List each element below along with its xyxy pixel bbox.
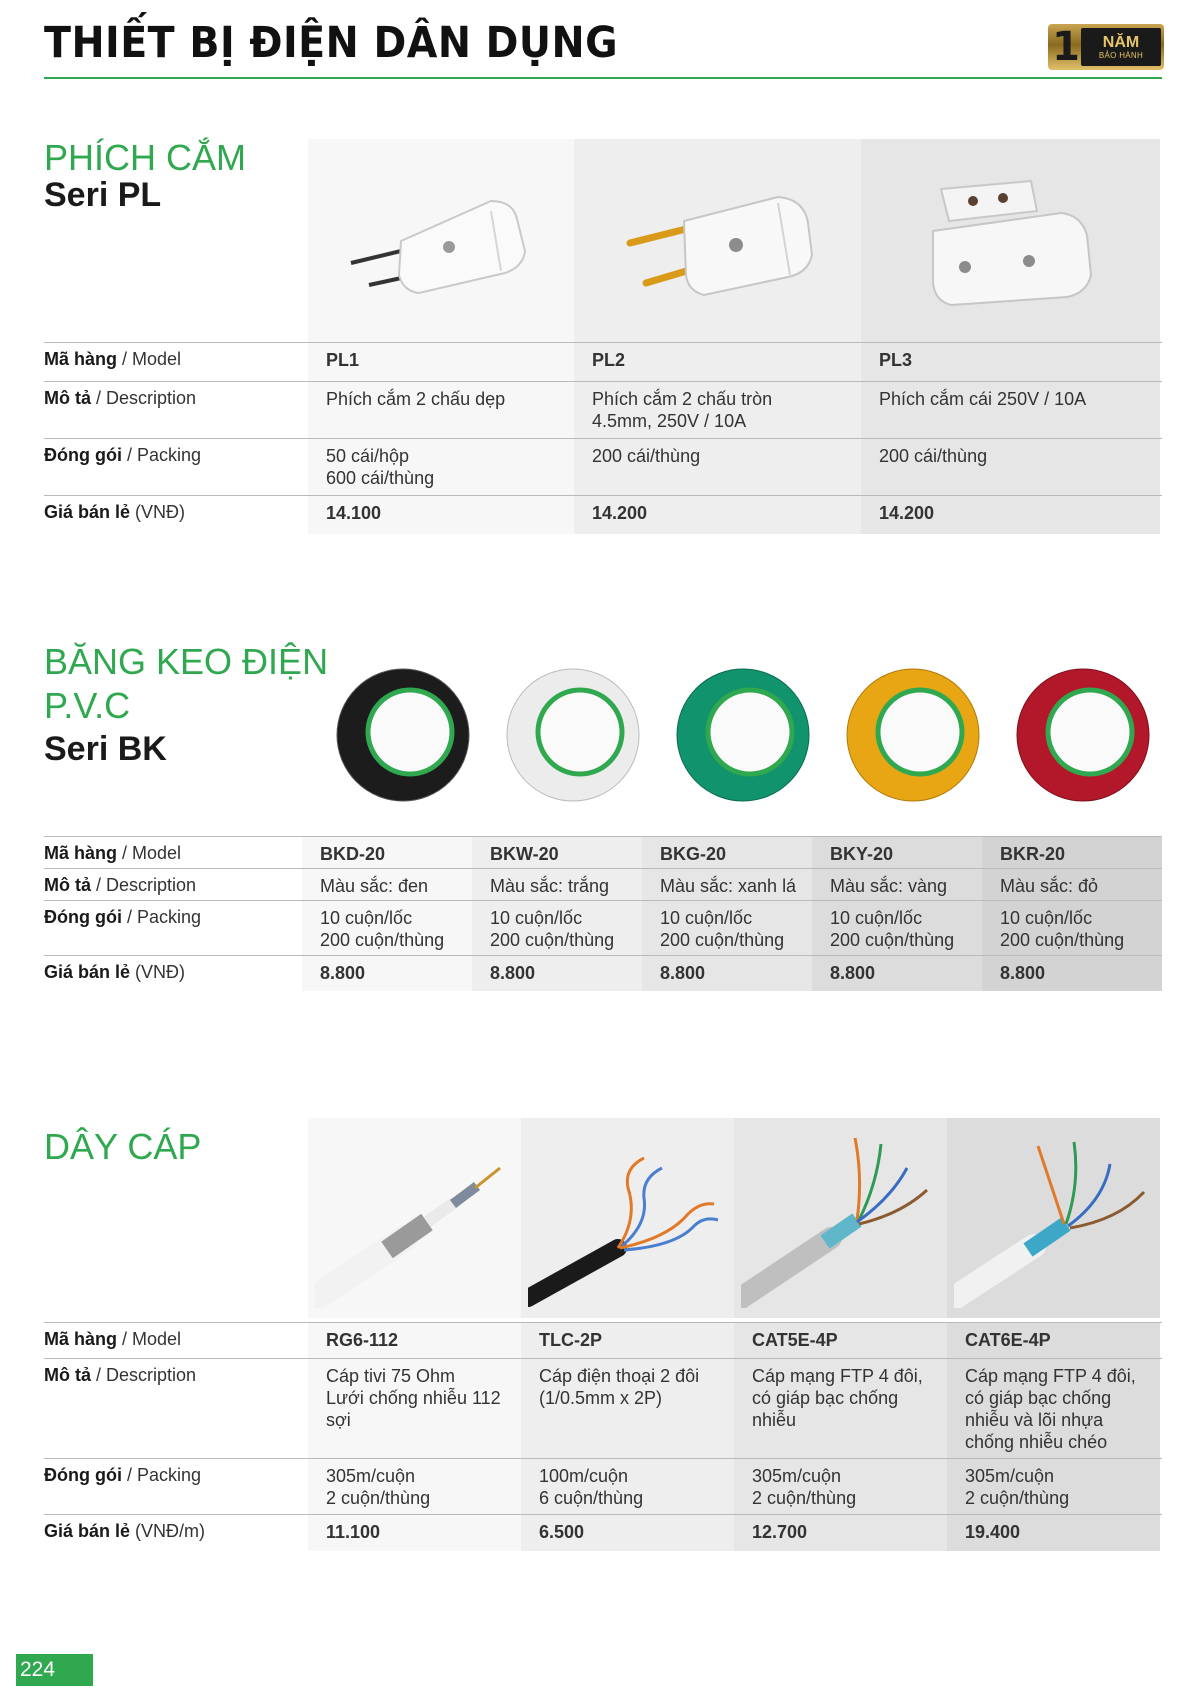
cable-pack-tlc: 100m/cuộn 6 cuộn/thùng <box>521 1459 734 1514</box>
tape-pack-bkd: 10 cuộn/lốc 200 cuộn/thùng <box>302 901 472 955</box>
plug-model-pl3: PL3 <box>861 343 1160 381</box>
plug-pack-row <box>44 438 1162 495</box>
price-label: Giá bán lẻ (VNĐ) <box>44 502 186 522</box>
warranty-badge-text: BẢO HÀNH <box>1098 50 1144 60</box>
page-title: THIẾT BỊ ĐIỆN DÂN DỤNG <box>44 18 619 68</box>
plug-price-pl2: 14.200 <box>574 496 861 534</box>
tape-desc-bkd: Màu sắc: đen <box>302 869 472 900</box>
tape-desc-bkw: Màu sắc: trắng <box>472 869 642 900</box>
description-label: Mô tả / Description <box>44 875 197 895</box>
cable-section-title: DÂY CÁP <box>44 1126 202 1167</box>
tape-price-row <box>44 955 1162 991</box>
tape-desc-row <box>44 868 1162 900</box>
phone-cable-icon <box>528 1128 728 1308</box>
cable-price-rg6: 11.100 <box>308 1515 521 1551</box>
cable-price-row <box>44 1514 1162 1551</box>
plug-price-row <box>44 495 1162 534</box>
tape-image-bkr <box>998 660 1168 810</box>
tape-roll-icon <box>668 660 818 810</box>
plug-pack-pl2: 200 cái/thùng <box>574 439 861 495</box>
plug-image-pl2 <box>574 139 861 343</box>
plug-image-band <box>308 139 1160 343</box>
model-label: Mã hàng / Model <box>44 1329 182 1349</box>
plug-model-pl2: PL2 <box>574 343 861 381</box>
plug-model-row <box>44 342 1162 381</box>
model-label: Mã hàng / Model <box>44 349 182 369</box>
tape-desc-bky: Màu sắc: vàng <box>812 869 982 900</box>
cable-desc-rg6: Cáp tivi 75 Ohm Lưới chống nhiễu 112 sợi <box>308 1359 521 1458</box>
tape-image-bky <box>828 660 998 810</box>
cable-pack-cat6e: 305m/cuộn 2 cuộn/thùng <box>947 1459 1160 1514</box>
cable-spec-table <box>44 1322 1162 1551</box>
coax-cable-icon <box>315 1128 515 1308</box>
plug-spec-table <box>44 342 1162 534</box>
tape-price-bkg: 8.800 <box>642 956 812 991</box>
plug-pack-pl3: 200 cái/thùng <box>861 439 1160 495</box>
plug-image-pl1 <box>308 139 574 343</box>
tape-desc-bkr: Màu sắc: đỏ <box>982 869 1162 900</box>
cable-price-tlc: 6.500 <box>521 1515 734 1551</box>
cable-pack-cat5e: 305m/cuộn 2 cuộn/thùng <box>734 1459 947 1514</box>
cable-model-row <box>44 1322 1162 1358</box>
tape-section-title-line1: BĂNG KEO ĐIỆN <box>44 641 329 682</box>
packing-label: Đóng gói / Packing <box>44 1465 202 1485</box>
cable-image-band <box>308 1118 1160 1318</box>
cable-model-rg6: RG6-112 <box>308 1323 521 1358</box>
tape-price-bkr: 8.800 <box>982 956 1162 991</box>
tape-roll-icon <box>328 660 478 810</box>
flat-plug-icon <box>341 171 541 311</box>
plug-pack-pl1: 50 cái/hộp 600 cái/thùng <box>308 439 574 495</box>
tape-price-bky: 8.800 <box>812 956 982 991</box>
cable-desc-cat6e: Cáp mạng FTP 4 đôi, có giáp bạc chống nhiễu và lõi nhựa chống nhiễu chéo <box>947 1359 1160 1458</box>
cable-pack-rg6: 305m/cuộn 2 cuộn/thùng <box>308 1459 521 1514</box>
warranty-badge-number: 1 <box>1052 24 1080 70</box>
cable-price-cat6e: 19.400 <box>947 1515 1160 1551</box>
tape-series-title: Seri BK <box>44 730 167 768</box>
description-label: Mô tả / Description <box>44 1365 197 1385</box>
plug-desc-pl3: Phích cắm cái 250V / 10A <box>861 382 1160 438</box>
cable-model-cat6e: CAT6E-4P <box>947 1323 1160 1358</box>
tape-price-bkd: 8.800 <box>302 956 472 991</box>
cable-desc-row <box>44 1358 1162 1458</box>
tape-model-bky: BKY-20 <box>812 837 982 868</box>
tape-model-bkr: BKR-20 <box>982 837 1162 868</box>
tape-pack-bkw: 10 cuộn/lốc 200 cuộn/thùng <box>472 901 642 955</box>
page-number: 224 <box>16 1654 93 1686</box>
tape-image-bkg <box>658 660 828 810</box>
tape-pack-bky: 10 cuộn/lốc 200 cuộn/thùng <box>812 901 982 955</box>
warranty-badge-box <box>1081 28 1161 66</box>
tape-model-bkg: BKG-20 <box>642 837 812 868</box>
tape-roll-icon <box>838 660 988 810</box>
cable-image-cat5e <box>734 1118 947 1318</box>
tape-model-bkd: BKD-20 <box>302 837 472 868</box>
header-rule <box>44 77 1162 79</box>
plug-model-pl1: PL1 <box>308 343 574 381</box>
plug-series-title: Seri PL <box>44 176 162 214</box>
tape-model-row <box>44 836 1162 868</box>
tape-section-title-line2: P.V.C <box>44 685 131 726</box>
tape-pack-bkg: 10 cuộn/lốc 200 cuộn/thùng <box>642 901 812 955</box>
female-plug-icon <box>911 171 1111 311</box>
network-cable-icon <box>741 1128 941 1308</box>
cable-model-tlc: TLC-2P <box>521 1323 734 1358</box>
packing-label: Đóng gói / Packing <box>44 445 202 465</box>
cable-image-rg6 <box>308 1118 521 1318</box>
plug-desc-row <box>44 381 1162 438</box>
tape-pack-bkr: 10 cuộn/lốc 200 cuộn/thùng <box>982 901 1162 955</box>
plug-desc-pl1: Phích cắm 2 chấu dẹp <box>308 382 574 438</box>
tape-spec-table <box>44 836 1162 991</box>
plug-price-pl3: 14.200 <box>861 496 1160 534</box>
price-label: Giá bán lẻ (VNĐ/m) <box>44 1521 206 1541</box>
plug-image-pl3 <box>861 139 1160 343</box>
price-label: Giá bán lẻ (VNĐ) <box>44 962 186 982</box>
network-cable-icon <box>954 1128 1154 1308</box>
plug-section-title: PHÍCH CẮM <box>44 137 247 178</box>
tape-model-bkw: BKW-20 <box>472 837 642 868</box>
tape-pack-row <box>44 900 1162 955</box>
cable-model-cat5e: CAT5E-4P <box>734 1323 947 1358</box>
tape-price-bkw: 8.800 <box>472 956 642 991</box>
tape-roll-icon <box>1008 660 1158 810</box>
cable-price-cat5e: 12.700 <box>734 1515 947 1551</box>
round-pin-plug-icon <box>608 171 828 311</box>
warranty-badge-year: NĂM <box>1102 33 1140 51</box>
cable-image-cat6e <box>947 1118 1160 1318</box>
tape-desc-bkg: Màu sắc: xanh lá <box>642 869 812 900</box>
cable-image-tlc <box>521 1118 734 1318</box>
tape-image-bkd <box>318 660 488 810</box>
warranty-badge <box>1048 24 1164 70</box>
plug-price-pl1: 14.100 <box>308 496 574 534</box>
packing-label: Đóng gói / Packing <box>44 907 202 927</box>
cable-pack-row <box>44 1458 1162 1514</box>
plug-desc-pl2: Phích cắm 2 chấu tròn 4.5mm, 250V / 10A <box>574 382 861 438</box>
tape-image-band <box>318 660 1168 810</box>
description-label: Mô tả / Description <box>44 388 197 408</box>
tape-image-bkw <box>488 660 658 810</box>
cable-desc-tlc: Cáp điện thoại 2 đôi (1/0.5mm x 2P) <box>521 1359 734 1458</box>
cable-desc-cat5e: Cáp mạng FTP 4 đôi, có giáp bạc chống nhiễu <box>734 1359 947 1458</box>
model-label: Mã hàng / Model <box>44 843 182 863</box>
tape-roll-icon <box>498 660 648 810</box>
